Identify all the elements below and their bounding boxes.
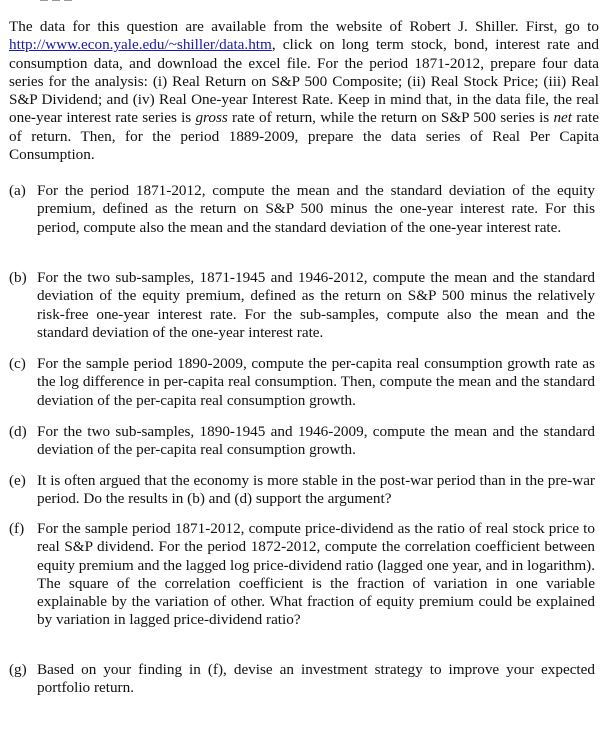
part-marker: (a) xyxy=(9,182,26,199)
part-text: For the period 1871-2012, compute the mean and the standard deviation of the equity premium, defined as the return on S&P 500 minus the one-year interest rate. For this period, compute also the mean and the standard deviation of the one-year interest rate. xyxy=(37,182,595,236)
question-part-d xyxy=(9,423,599,460)
part-text: For the two sub-samples, 1871-1945 and 1946-2012, compute the mean and the standard deviation of the equity premium, defined as the return on S&P 500 minus the relatively risk-free one-year interest rate. For the sub-samples, compute also the mean and the standard deviation of the one-year interest rate. xyxy=(37,269,595,341)
part-marker: (e) xyxy=(9,472,26,489)
question-part-c xyxy=(9,355,599,410)
intro-emphasis-gross: gross xyxy=(195,109,228,127)
intro-text-3: rate of return, while the return on S&P 500 series is xyxy=(227,109,554,127)
part-text: Based on your finding in (f), devise an investment strategy to improve your expected portfolio return. xyxy=(37,661,595,697)
part-marker: (c) xyxy=(9,355,26,372)
question-part-a xyxy=(9,182,599,237)
part-text: For the sample period 1871-2012, compute price-dividend as the ratio of real stock price to real S&P dividend. For the period 1872-2012, compute the correlation coefficient between equity premium and the lagged log price-dividend ratio (lagged one year, and in logarithm). The square of the correlation coefficient is the fraction of variation in one variable explainable by the variation of other. What fraction of equity premium could be explained by variation in lagged price-dividend ratio? xyxy=(37,520,595,629)
part-marker: (b) xyxy=(9,269,27,286)
question-intro xyxy=(9,18,599,164)
cropped-heading-remnant xyxy=(0,0,609,3)
question-part-g xyxy=(9,661,599,698)
intro-text-2: , click on long term stock, bond, interest rate and consumption data, and download the excel file. For the period 1871-2012, prepare four data series for the analysis: (i) Real Return on S&P 500 Composite; (ii) Real Stock Price; (iii) Real S&P Dividend; and (iv) Real One-year Interest Rate. Keep in mind that, in the data file, the real one-year interest rate series is xyxy=(9,36,599,127)
question-part-f xyxy=(9,520,599,630)
shiller-data-link[interactable]: http://www.econ.yale.edu/~shiller/data.htm xyxy=(9,36,272,54)
part-text: For the two sub-samples, 1890-1945 and 1946-2009, compute the mean and the standard deviation of the per-capita real consumption growth. xyxy=(37,423,595,459)
question-part-b xyxy=(9,269,599,342)
question-part-e xyxy=(9,472,599,509)
intro-emphasis-net: net xyxy=(553,109,572,127)
part-marker: (f) xyxy=(9,520,25,537)
part-text: For the sample period 1890-2009, compute the per-capita real consumption growth rate as the log difference in per-capita real consumption. Then, compute the mean and the standard deviation of the per-capita real consumption growth. xyxy=(37,355,595,409)
intro-text-4: rate of return. Then, for the period 1889-2009, prepare the data series of Real Per Capita Consumption. xyxy=(9,109,599,164)
part-marker: (g) xyxy=(9,661,27,678)
part-text: It is often argued that the economy is more stable in the post-war period than in the pre-war period. Do the results in (b) and (d) support the argument? xyxy=(37,472,595,508)
intro-text-1: The data for this question are available from the website of Robert J. Shiller. First, go to xyxy=(9,18,599,35)
part-marker: (d) xyxy=(9,423,27,440)
